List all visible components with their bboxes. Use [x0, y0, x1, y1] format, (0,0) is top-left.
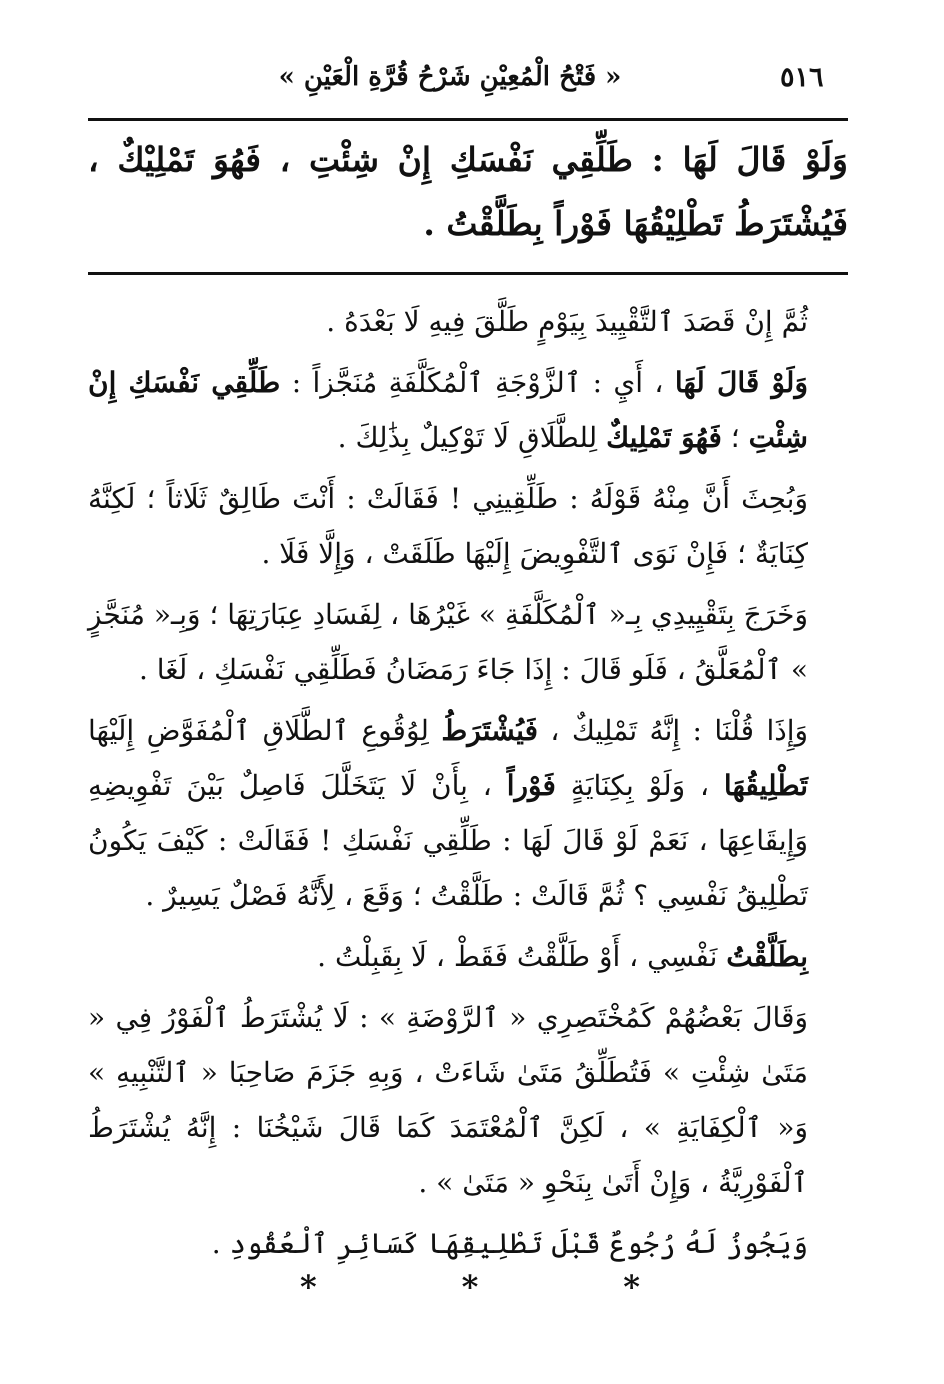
quoted-matn: فَهُوَ تَمْلِيكٌ — [606, 421, 722, 454]
commentary-paragraph-5 — [88, 703, 848, 923]
commentary-text: ، بِأَنْ لَا يَتَخَلَّلَ فَاصِلٌ بَيْنَ تَفْوِيضِهِ وَإِيقَاعِهَا ، نَعَمْ لَوْ قَالَ لَهَا : طَلِّقِي نَفْسَكِ ! فَقَالَتْ : كَيْفَ يَكُونُ تَطْلِيقُ نَفْسِي ؟ ثُمَّ قَالَتْ : طَلَّقْتُ ؛ وَقَعَ ، لِأَنَّهُ فَصْلٌ يَسِيرٌ . — [88, 769, 808, 912]
commentary-paragraph-1: ثُمَّ إِنْ قَصَدَ ٱلتَّقْيِيدَ بِيَوْمٍ طَلَّقَ فِيهِ لَا بَعْدَهُ . — [326, 305, 808, 338]
commentary-text: ؛ — [721, 421, 749, 454]
quoted-matn: وَلَوْ قَالَ لَهَا — [674, 366, 808, 399]
commentary-text: لِوُقُوعِ ٱلطَّلَاقِ ٱلْمُفَوَّضِ إِلَيْهَا — [88, 714, 442, 747]
page-number: ٥١٦ — [780, 62, 824, 93]
asterisk-icon: * — [461, 1268, 479, 1306]
commentary-paragraph-8: وَيَجُوزُ لَهُ رُجُوعٌ قَبْلَ تَطْلِيقِهَا كَسَائِرِ ٱلْعُقُودِ . — [211, 1227, 808, 1260]
commentary-paragraph-3: وَبُحِثَ أَنَّ مِنْهُ قَوْلَهُ : طَلِّقِينِي ! فَقَالَتْ : أَنْتَ طَالِقٌ ثَلَاثاً ؛ لَكِنَّهُ كِنَايَةٌ ؛ فَإِنْ نَوَى ٱلتَّفْوِيضَ إِلَيْهَا طَلَقَتْ ، وَإِلَّا فَلَا . — [88, 482, 809, 570]
matn-separator-rule — [88, 272, 848, 275]
quoted-matn: فَوْراً — [506, 769, 556, 802]
quoted-matn: طَلِّقِي نَفْسَكِ إِنْ شِئْتِ — [88, 366, 808, 454]
commentary-paragraph-6 — [88, 929, 848, 984]
header-rule — [88, 118, 848, 121]
commentary — [88, 294, 848, 1277]
commentary-text: لِلطَّلَاقِ لَا تَوْكِيلٌ بِذَٰلِكَ . — [337, 421, 607, 454]
asterisk-icon: * — [623, 1268, 640, 1306]
running-title: « فَتْحُ الْمُعِيْنِ شَرْحُ قُرَّةِ الْعَيْنِ » — [278, 62, 622, 92]
commentary-paragraph-2 — [88, 355, 848, 465]
commentary-paragraph-4: وَخَرَجَ بِتَقْيِيدِي بِـ« ٱلْمُكَلَّفَةِ » غَيْرُهَا ، لِفَسَادِ عِبَارَتِهَا ؛ وَبِـ« مُنَجَّزٍ » ٱلْمُعَلَّقُ ، فَلَو قَالَ : إِذَا جَاءَ رَمَضَانُ فَطَلِّقِي نَفْسَكِ ، لَغَا . — [88, 598, 808, 686]
commentary-text: وَإِذَا قُلْنَا : إِنَّهُ تَمْلِيكٌ ، — [537, 714, 808, 747]
commentary-text: ، وَلَوْ بِكِنَايَةٍ — [555, 769, 724, 802]
quoted-matn: فَيُشْتَرَطُ — [441, 714, 538, 747]
commentary-text: ، أَيِ : ٱلزَّوْجَةِ ٱلْمُكَلَّفَةِ مُنَجَّزاً : — [280, 366, 675, 399]
commentary-text: نَفْسِي ، أَوْ طَلَّقْتُ فَقَطْ ، لَا بِقَبِلْتُ . — [317, 940, 727, 973]
section-end-ornament — [300, 1268, 640, 1306]
asterisk-icon: * — [300, 1268, 317, 1306]
commentary-paragraph-7: وَقَالَ بَعْضُهُمْ كَمُخْتَصِرِي « ٱلرَّوْضَةِ » : لَا يُشْتَرَطُ ٱلْفَوْرُ فِي « مَتَىٰ شِئْتِ » فَتُطَلِّقُ مَتَىٰ شَاءَتْ ، وَبِهِ جَزَمَ صَاحِبَا « ٱلتَّنْبِيهِ » وَ« ٱلْكِفَايَةِ » ، لَكِنَّ ٱلْمُعْتَمَدَ كَمَا قَالَ شَيْخُنَا : إِنَّهُ يُشْتَرَطُ ٱلْفَوْرِيَّةُ ، وَإِنْ أَتَىٰ بِنَحْوِ « مَتَىٰ » . — [88, 1001, 808, 1199]
quoted-matn: بِطَلَّقْتُ — [726, 940, 808, 973]
matn-text: وَلَوْ قَالَ لَهَا : طَلِّقِي نَفْسَكِ إِنْ شِئْتِ ، فَهُوَ تَمْلِيْكٌ ، فَيُشْتَرَطُ تَطْلِيْقُهَا فَوْراً بِطَلَّقْتُ . — [88, 140, 848, 243]
quoted-matn: تَطْلِيقُهَا — [723, 769, 809, 802]
